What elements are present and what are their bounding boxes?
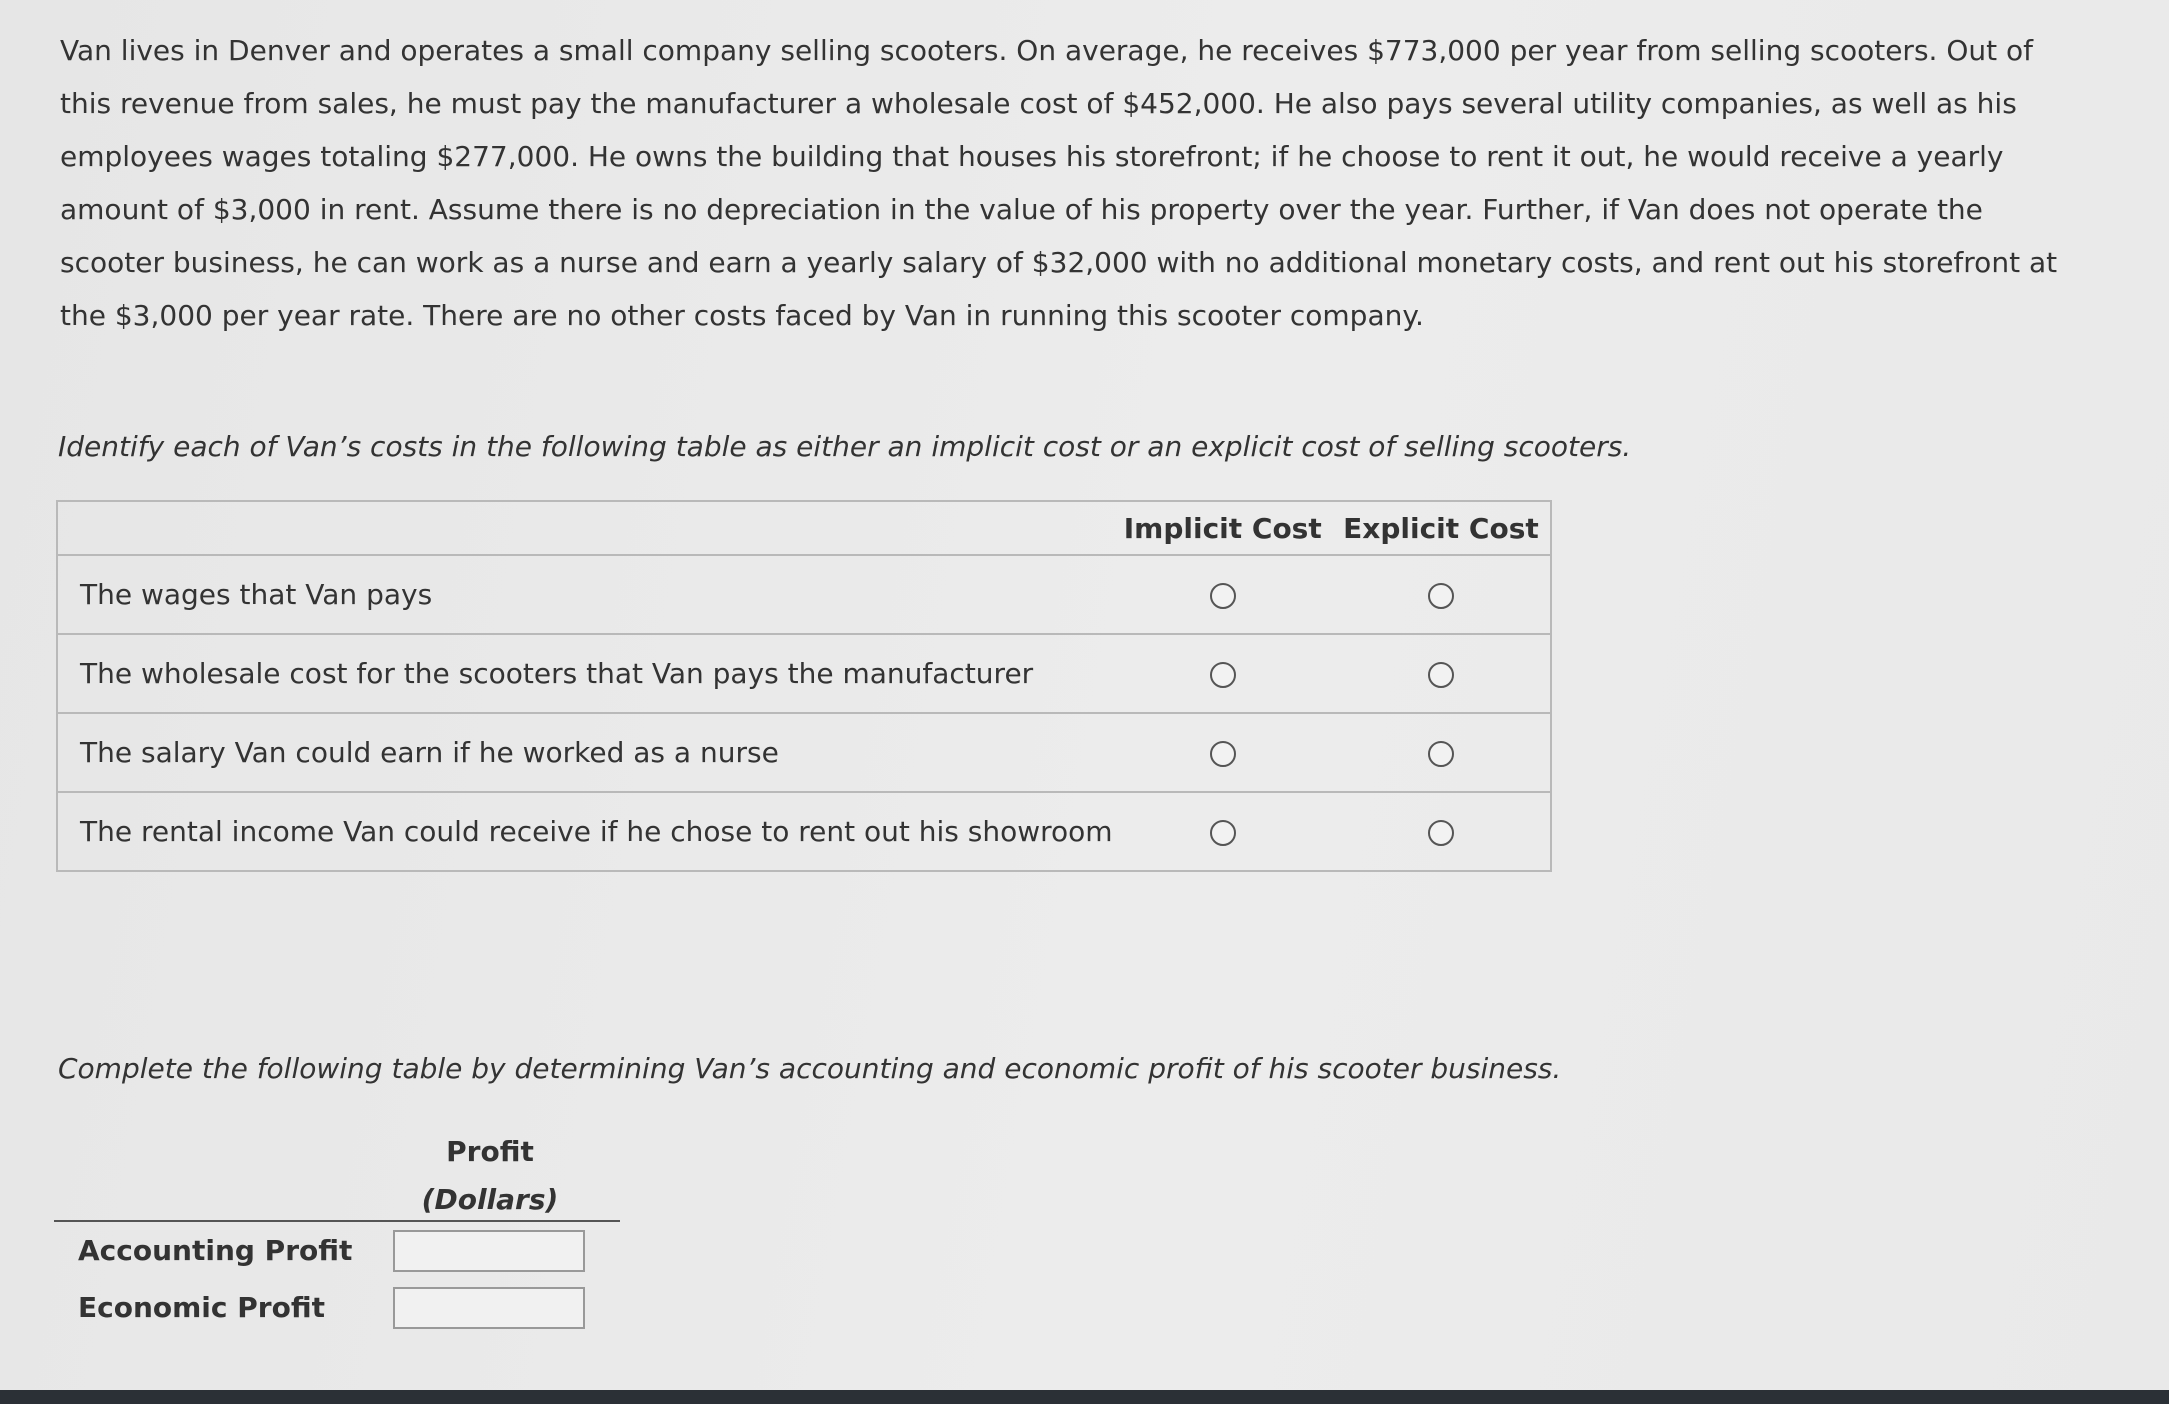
economic-profit-label: Economic Profit [78,1291,325,1324]
nurse-salary-implicit-radio[interactable] [1210,741,1236,767]
explicit-cost-header: Explicit Cost [1332,501,1551,555]
implicit-radio-cell [1114,634,1332,713]
wholesale-explicit-radio[interactable] [1428,662,1454,688]
rental-income-implicit-radio[interactable] [1210,820,1236,846]
nurse-salary-explicit-radio[interactable] [1428,741,1454,767]
profit-header-unit: (Dollars) [421,1183,559,1216]
rental-income-explicit-radio[interactable] [1428,820,1454,846]
profit-column-header [400,1128,580,1224]
table-row [57,792,1551,871]
cost-classification-table [56,500,1552,872]
explicit-radio-cell [1332,792,1551,871]
profit-header-title: Profit [446,1135,534,1168]
explicit-radio-cell [1332,634,1551,713]
wages-explicit-radio[interactable] [1428,583,1454,609]
accounting-profit-label: Accounting Profit [78,1234,353,1267]
profit-table-divider [54,1220,620,1222]
accounting-profit-input[interactable] [393,1230,585,1272]
implicit-radio-cell [1114,555,1332,634]
explicit-radio-cell [1332,713,1551,792]
economic-profit-input[interactable] [393,1287,585,1329]
cost-row-label: The wholesale cost for the scooters that Van pays the manufacturer [57,634,1114,713]
table-row [57,634,1551,713]
table-row [57,713,1551,792]
cost-table-header-row [57,501,1551,555]
wholesale-implicit-radio[interactable] [1210,662,1236,688]
table-row [57,555,1551,634]
cost-table-corner-cell [57,501,1114,555]
problem-text: Van lives in Denver and operates a small company selling scooters. On average, he receives $773,000 per year from selling scooters. Out of this revenue from sales, he must pay the manufacturer a wholesale cost of $452,000. He also pays several utility companies, as well as his employees wages totaling $277,000. He owns the building that houses his storefront; if he choose to rent it out, he would receive a yearly amount of $3,000 in rent. Assume there is no depreciation in the value of his property over the year. Further, if Van does not operate the scooter business, he can work as a nurse and earn a yearly salary of $32,000 with no additional monetary costs, and rent out his storefront at the $3,000 per year rate. There are no other costs faced by Van in running this scooter company. [60,34,2058,332]
explicit-radio-cell [1332,555,1551,634]
cost-question-prompt: Identify each of Van’s costs in the following table as either an implicit cost or an explicit cost of selling scooters. [58,430,1632,463]
implicit-radio-cell [1114,713,1332,792]
cost-row-label: The wages that Van pays [57,555,1114,634]
screen-bottom-edge [0,1390,2169,1404]
cost-row-label: The rental income Van could receive if he chose to rent out his showroom [57,792,1114,871]
wages-implicit-radio[interactable] [1210,583,1236,609]
implicit-radio-cell [1114,792,1332,871]
profit-question-prompt: Complete the following table by determining Van’s accounting and economic profit of his scooter business. [58,1052,1562,1085]
cost-row-label: The salary Van could earn if he worked as a nurse [57,713,1114,792]
implicit-cost-header: Implicit Cost [1114,501,1332,555]
